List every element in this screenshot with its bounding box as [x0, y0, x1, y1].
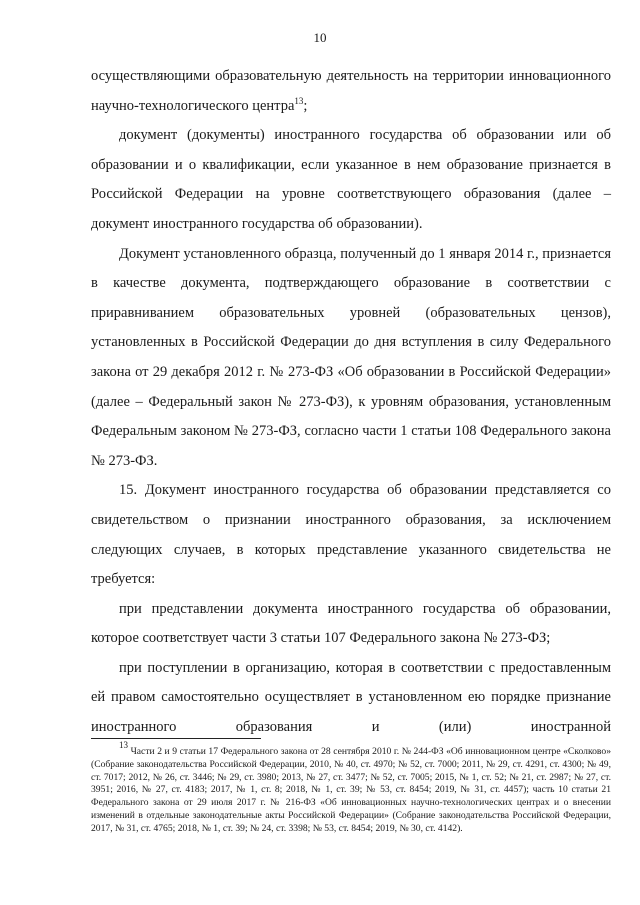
- paragraph-tail: ;: [303, 97, 308, 114]
- paragraph-text: осуществляющими образовательную деятельность на территории инновационного научно-технологического центра: [91, 68, 611, 114]
- footnotes: [91, 740, 611, 836]
- paragraph: при поступлении в организацию, которая в соответствии с предоставленным ей правом самостоятельно осуществляет в установленном ею порядке признание иностранного образования и (или) иностранной: [91, 659, 611, 736]
- footnote-ref[interactable]: 13: [294, 95, 304, 106]
- paragraph: Документ установленного образца, полученный до 1 января 2014 г., признается в качестве документа, подтверждающего образование в соответствии с приравниванием образовательных уровней (образовательных цензов), установленных в Российской Федерации до дня вступления в силу Федерального закона от 29 декабря 2012 г. № 273-ФЗ «Об образовании в Российской Федерации» (далее – Федеральный закон № 273-ФЗ), к уровням образования, установленным Федеральным законом № 273-ФЗ, согласно части 1 статьи 108 Федерального закона № 273-ФЗ.: [91, 245, 611, 469]
- paragraph: документ (документы) иностранного государства об образовании или об образовании и о квалификации, если указанное в нем образование признается в Российской Федерации на уровне соответствующего образования (далее – документ иностранного государства об образовании).: [91, 127, 611, 232]
- footnote-marker: 13: [119, 740, 128, 750]
- footnote-divider: [91, 738, 261, 739]
- footnote: [91, 740, 611, 836]
- paragraph-continuation: [91, 62, 611, 121]
- document-body: [91, 62, 611, 743]
- paragraph-item-15: 15. Документ иностранного государства об образовании представляется со свидетельством о признании иностранного образования, за исключением следующих случаев, в которых представление указанного свидетельства не требуется:: [91, 482, 611, 588]
- paragraph: при представлении документа иностранного государства об образовании, которое соответствует части 3 статьи 107 Федерального закона № 273-ФЗ;: [91, 600, 611, 647]
- footnote-text: Части 2 и 9 статьи 17 Федерального закона от 28 сентября 2010 г. № 244-ФЗ «Об инновационном центре «Сколково» (Собрание законодательства Российской Федерации, 2010, № 40, ст. 4970; № 52, ст. 7000; 2011, № 29, ст. 4291, ст. 4300; № 49, ст. 7017; 2012, № 26, ст. 3446; № 29, ст. 3980; 2013, № 27, ст. 3477; № 52, ст. 7005; 2015, № 1, ст. 52; № 21, ст. 2987; № 27, ст. 3951; 2016, № 27, ст. 4183; 2017, № 1, ст. 8; 2018, № 1, ст. 39; № 53, ст. 8454; 2019, № 31, ст. 4457); часть 10 статьи 21 Федерального закона от 29 июля 2017 г. № 216-ФЗ «Об инновационных научно-технологических центрах и о внесении изменений в отдельные законодательные акты Российской Федерации» (Собрание законодательства Российской Федерации, 2017, № 31, ст. 4765; 2018, № 1, ст. 39; № 24, ст. 3398; № 53, ст. 8454; 2019, № 30, ст. 4142).: [91, 746, 611, 834]
- page-number: 10: [313, 30, 327, 45]
